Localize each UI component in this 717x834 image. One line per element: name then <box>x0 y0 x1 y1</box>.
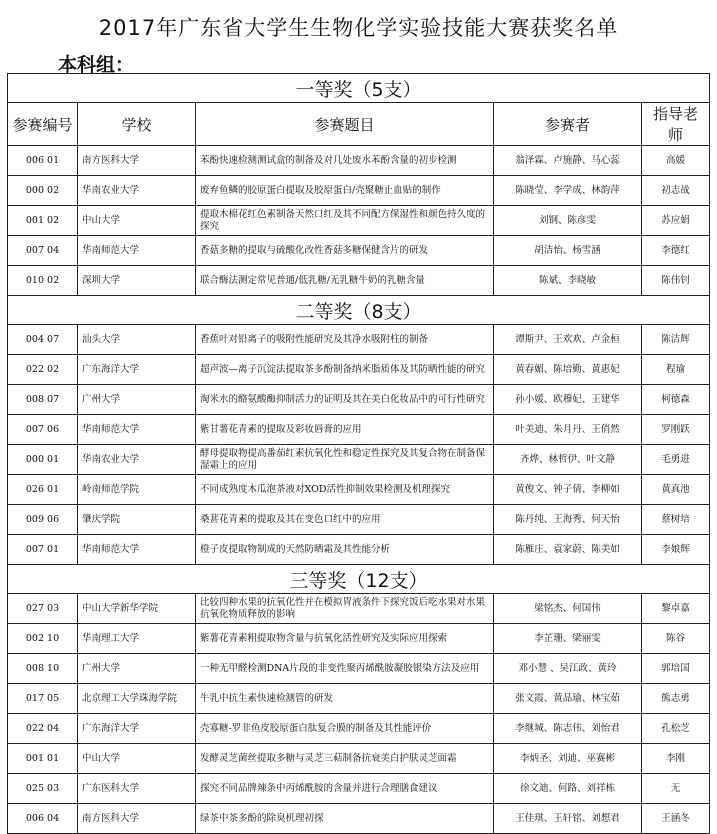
school-name: 北京理工大学珠海学院 <box>78 684 196 714</box>
school-name: 岭南师范学院 <box>78 475 196 505</box>
participants: 黄俊文、钟子倩、李柳如 <box>494 475 642 505</box>
project-topic: 不同成熟度木瓜泡茶液对XOD活性抑制效果检测及机理探究 <box>196 475 494 505</box>
participants: 陈雁庄、袁家蔚、陈美如 <box>494 535 642 565</box>
participants: 刘钢、陈彦雯 <box>494 206 642 236</box>
project-topic: 提取木棉花红色素制备天然口红及其不同配方保湿性和颜色持久度的探究 <box>196 206 494 236</box>
table-row <box>8 714 710 744</box>
column-header: 学校 <box>78 103 196 146</box>
project-topic: 香菇多糖的提取与硫酸化改性香菇多糖保健含片的研发 <box>196 236 494 266</box>
project-topic: 紫甘薯花青素的提取及彩妆唇膏的应用 <box>196 415 494 445</box>
advisor: 陈伟钊 <box>642 266 710 296</box>
table-row <box>8 475 710 505</box>
column-header: 参赛题目 <box>196 103 494 146</box>
project-topic: 超声波—离子沉淀法提取茶多酚制备纳米脂质体及其防晒性能的研究 <box>196 355 494 385</box>
table-row <box>8 774 710 804</box>
entry-code: 025 03 <box>8 774 78 804</box>
advisor: 初志战 <box>642 176 710 206</box>
school-name: 华南师范大学 <box>78 535 196 565</box>
participants: 李芷珊、梁丽雯 <box>494 624 642 654</box>
participants: 叶美迪、朱月丹、王俏然 <box>494 415 642 445</box>
school-name: 广东医科大学 <box>78 774 196 804</box>
section-label: 三等奖（12支） <box>8 565 710 594</box>
advisor: 熊志勇 <box>642 684 710 714</box>
table-row <box>8 266 710 296</box>
entry-code: 022 04 <box>8 714 78 744</box>
table-row <box>8 236 710 266</box>
advisor: 郭培国 <box>642 654 710 684</box>
section-label: 二等奖（8支） <box>8 296 710 325</box>
section-row <box>8 74 710 103</box>
participants: 黄春媚、陈培勤、黄惠妃 <box>494 355 642 385</box>
entry-code: 007 01 <box>8 535 78 565</box>
participants: 孙小媛、欧穆妃、王建华 <box>494 385 642 415</box>
project-topic: 橙子皮提取物制成的天然防晒霜及其性能分析 <box>196 535 494 565</box>
advisor: 苏应娟 <box>642 206 710 236</box>
entry-code: 027 03 <box>8 594 78 624</box>
entry-code: 001 01 <box>8 744 78 774</box>
project-topic: 绿茶中茶多酚的除臭机理初探 <box>196 804 494 834</box>
school-name: 广东海洋大学 <box>78 355 196 385</box>
entry-code: 010 02 <box>8 266 78 296</box>
page-title: 2017年广东省大学生生物化学实验技能大赛获奖名单 <box>98 16 619 40</box>
project-topic: 废弃鱼鳞的胶原蛋白提取及胶原蛋白/壳聚糖止血贴的制作 <box>196 176 494 206</box>
participants: 谭斯尹、王欢欢、卢金桓 <box>494 325 642 355</box>
award-table <box>7 73 710 834</box>
column-header: 参赛者 <box>494 103 642 146</box>
participants: 胡洁怡、杨雪涵 <box>494 236 642 266</box>
entry-code: 009 06 <box>8 505 78 535</box>
entry-code: 022 02 <box>8 355 78 385</box>
participants: 王佳琪、王轩铭、刘想君 <box>494 804 642 834</box>
entry-code: 006 04 <box>8 804 78 834</box>
column-header: 指导老师 <box>642 103 710 146</box>
project-topic: 紫薯花青素粗提取物含量与抗氧化活性研究及实际应用探索 <box>196 624 494 654</box>
entry-code: 008 10 <box>8 654 78 684</box>
entry-code: 000 01 <box>8 445 78 475</box>
entry-code: 008 07 <box>8 385 78 415</box>
header-row <box>8 103 710 146</box>
advisor: 李刚 <box>642 744 710 774</box>
project-topic: 联合酶法测定常见普通/低乳糖/无乳糖牛奶的乳糖含量 <box>196 266 494 296</box>
advisor: 陈洁辉 <box>642 325 710 355</box>
table-row <box>8 355 710 385</box>
advisor: 罗刚跃 <box>642 415 710 445</box>
project-topic: 发酵灵芝菌丝提取多糖与灵芝三萜制备抗衰美白护肤灵芝面霜 <box>196 744 494 774</box>
advisor: 李娘辉 <box>642 535 710 565</box>
table-row <box>8 445 710 475</box>
participants: 李继城、陈志伟、刘怡君 <box>494 714 642 744</box>
school-name: 肇庆学院 <box>78 505 196 535</box>
table-row <box>8 415 710 445</box>
project-topic: 淘米水的酪氨酸酶抑制活力的证明及其在美白化妆品中的可行性研究 <box>196 385 494 415</box>
entry-code: 026 01 <box>8 475 78 505</box>
column-header: 参赛编号 <box>8 103 78 146</box>
entry-code: 000 02 <box>8 176 78 206</box>
entry-code: 002 10 <box>8 624 78 654</box>
project-topic: 探究不同品牌辣条中丙烯酰胺的含量并进行合理膳食建议 <box>196 774 494 804</box>
table-row <box>8 505 710 535</box>
participants: 翁泽霖、卢施静、马心蕊 <box>494 146 642 176</box>
participants: 齐烨、林哲伊、叶文静 <box>494 445 642 475</box>
advisor: 柯德森 <box>642 385 710 415</box>
entry-code: 004 07 <box>8 325 78 355</box>
project-topic: 一种无甲醛检测DNA片段的非变性聚丙烯酰胺凝胶银染方法及应用 <box>196 654 494 684</box>
section-row <box>8 296 710 325</box>
section-label: 一等奖（5支） <box>8 74 710 103</box>
entry-code: 017 05 <box>8 684 78 714</box>
advisor: 蔡树培 <box>642 505 710 535</box>
advisor: 王涵冬 <box>642 804 710 834</box>
school-name: 中山大学 <box>78 744 196 774</box>
advisor: 孔松芝 <box>642 714 710 744</box>
table-row <box>8 684 710 714</box>
participants: 邓小慧 、吴江政、黄玲 <box>494 654 642 684</box>
advisor: 黄真池 <box>642 475 710 505</box>
participants: 陈斌、李晓敏 <box>494 266 642 296</box>
project-topic: 酵母提取物提高番茄红素抗氧化性和稳定性探究及其复合物在制备保湿霜上的应用 <box>196 445 494 475</box>
table-row <box>8 146 710 176</box>
advisor: 黎卓嘉 <box>642 594 710 624</box>
entry-code: 006 01 <box>8 146 78 176</box>
school-name: 汕头大学 <box>78 325 196 355</box>
participants: 张文霞、黄品瑜、林宝茹 <box>494 684 642 714</box>
entry-code: 007 06 <box>8 415 78 445</box>
participants: 李炳圣、刘迪、巫赛彬 <box>494 744 642 774</box>
table-row <box>8 594 710 624</box>
table-row <box>8 206 710 236</box>
table-row <box>8 624 710 654</box>
school-name: 华南农业大学 <box>78 176 196 206</box>
participants: 陈晓莹、李学成、林韵萍 <box>494 176 642 206</box>
participants: 徐文迪、何路、刘祥栋 <box>494 774 642 804</box>
section-row <box>8 565 710 594</box>
project-topic: 香蕉叶对铅离子的吸附性能研究及其净水吸附柱的制备 <box>196 325 494 355</box>
table-row <box>8 176 710 206</box>
school-name: 广州大学 <box>78 654 196 684</box>
table-row <box>8 325 710 355</box>
table-row <box>8 535 710 565</box>
school-name: 华南农业大学 <box>78 445 196 475</box>
project-topic: 牛乳中抗生素快速检测管的研发 <box>196 684 494 714</box>
advisor: 毛勇进 <box>642 445 710 475</box>
table-row <box>8 385 710 415</box>
group-label: 本科组： <box>58 54 135 76</box>
award-table-body <box>8 74 710 834</box>
participants: 梁铭杰、何国伟 <box>494 594 642 624</box>
table-row <box>8 744 710 774</box>
school-name: 华南理工大学 <box>78 624 196 654</box>
entry-code: 007 04 <box>8 236 78 266</box>
entry-code: 001 02 <box>8 206 78 236</box>
advisor: 无 <box>642 774 710 804</box>
school-name: 中山大学 <box>78 206 196 236</box>
school-name: 华南师范大学 <box>78 236 196 266</box>
school-name: 广东海洋大学 <box>78 714 196 744</box>
school-name: 深圳大学 <box>78 266 196 296</box>
table-row <box>8 804 710 834</box>
project-topic: 桑葚花青素的提取及其在变色口红中的应用 <box>196 505 494 535</box>
school-name: 南方医科大学 <box>78 146 196 176</box>
advisor: 程瑜 <box>642 355 710 385</box>
participants: 陈丹纯、王海秀、何天怡 <box>494 505 642 535</box>
table-row <box>8 654 710 684</box>
school-name: 南方医科大学 <box>78 804 196 834</box>
school-name: 华南师范大学 <box>78 415 196 445</box>
advisor: 高媛 <box>642 146 710 176</box>
advisor: 李德红 <box>642 236 710 266</box>
advisor: 陈谷 <box>642 624 710 654</box>
project-topic: 苯酚快速检测测试盒的制备及对几处废水苯酚含量的初步检测 <box>196 146 494 176</box>
project-topic: 壳寡糖-罗非鱼皮胶原蛋白肽复合膜的制备及其性能评价 <box>196 714 494 744</box>
school-name: 广州大学 <box>78 385 196 415</box>
project-topic: 比较四种水果的抗氧化性并在模拟胃液条件下探究饭后吃水果对水果抗氧化物质释放的影响 <box>196 594 494 624</box>
school-name: 中山大学新华学院 <box>78 594 196 624</box>
